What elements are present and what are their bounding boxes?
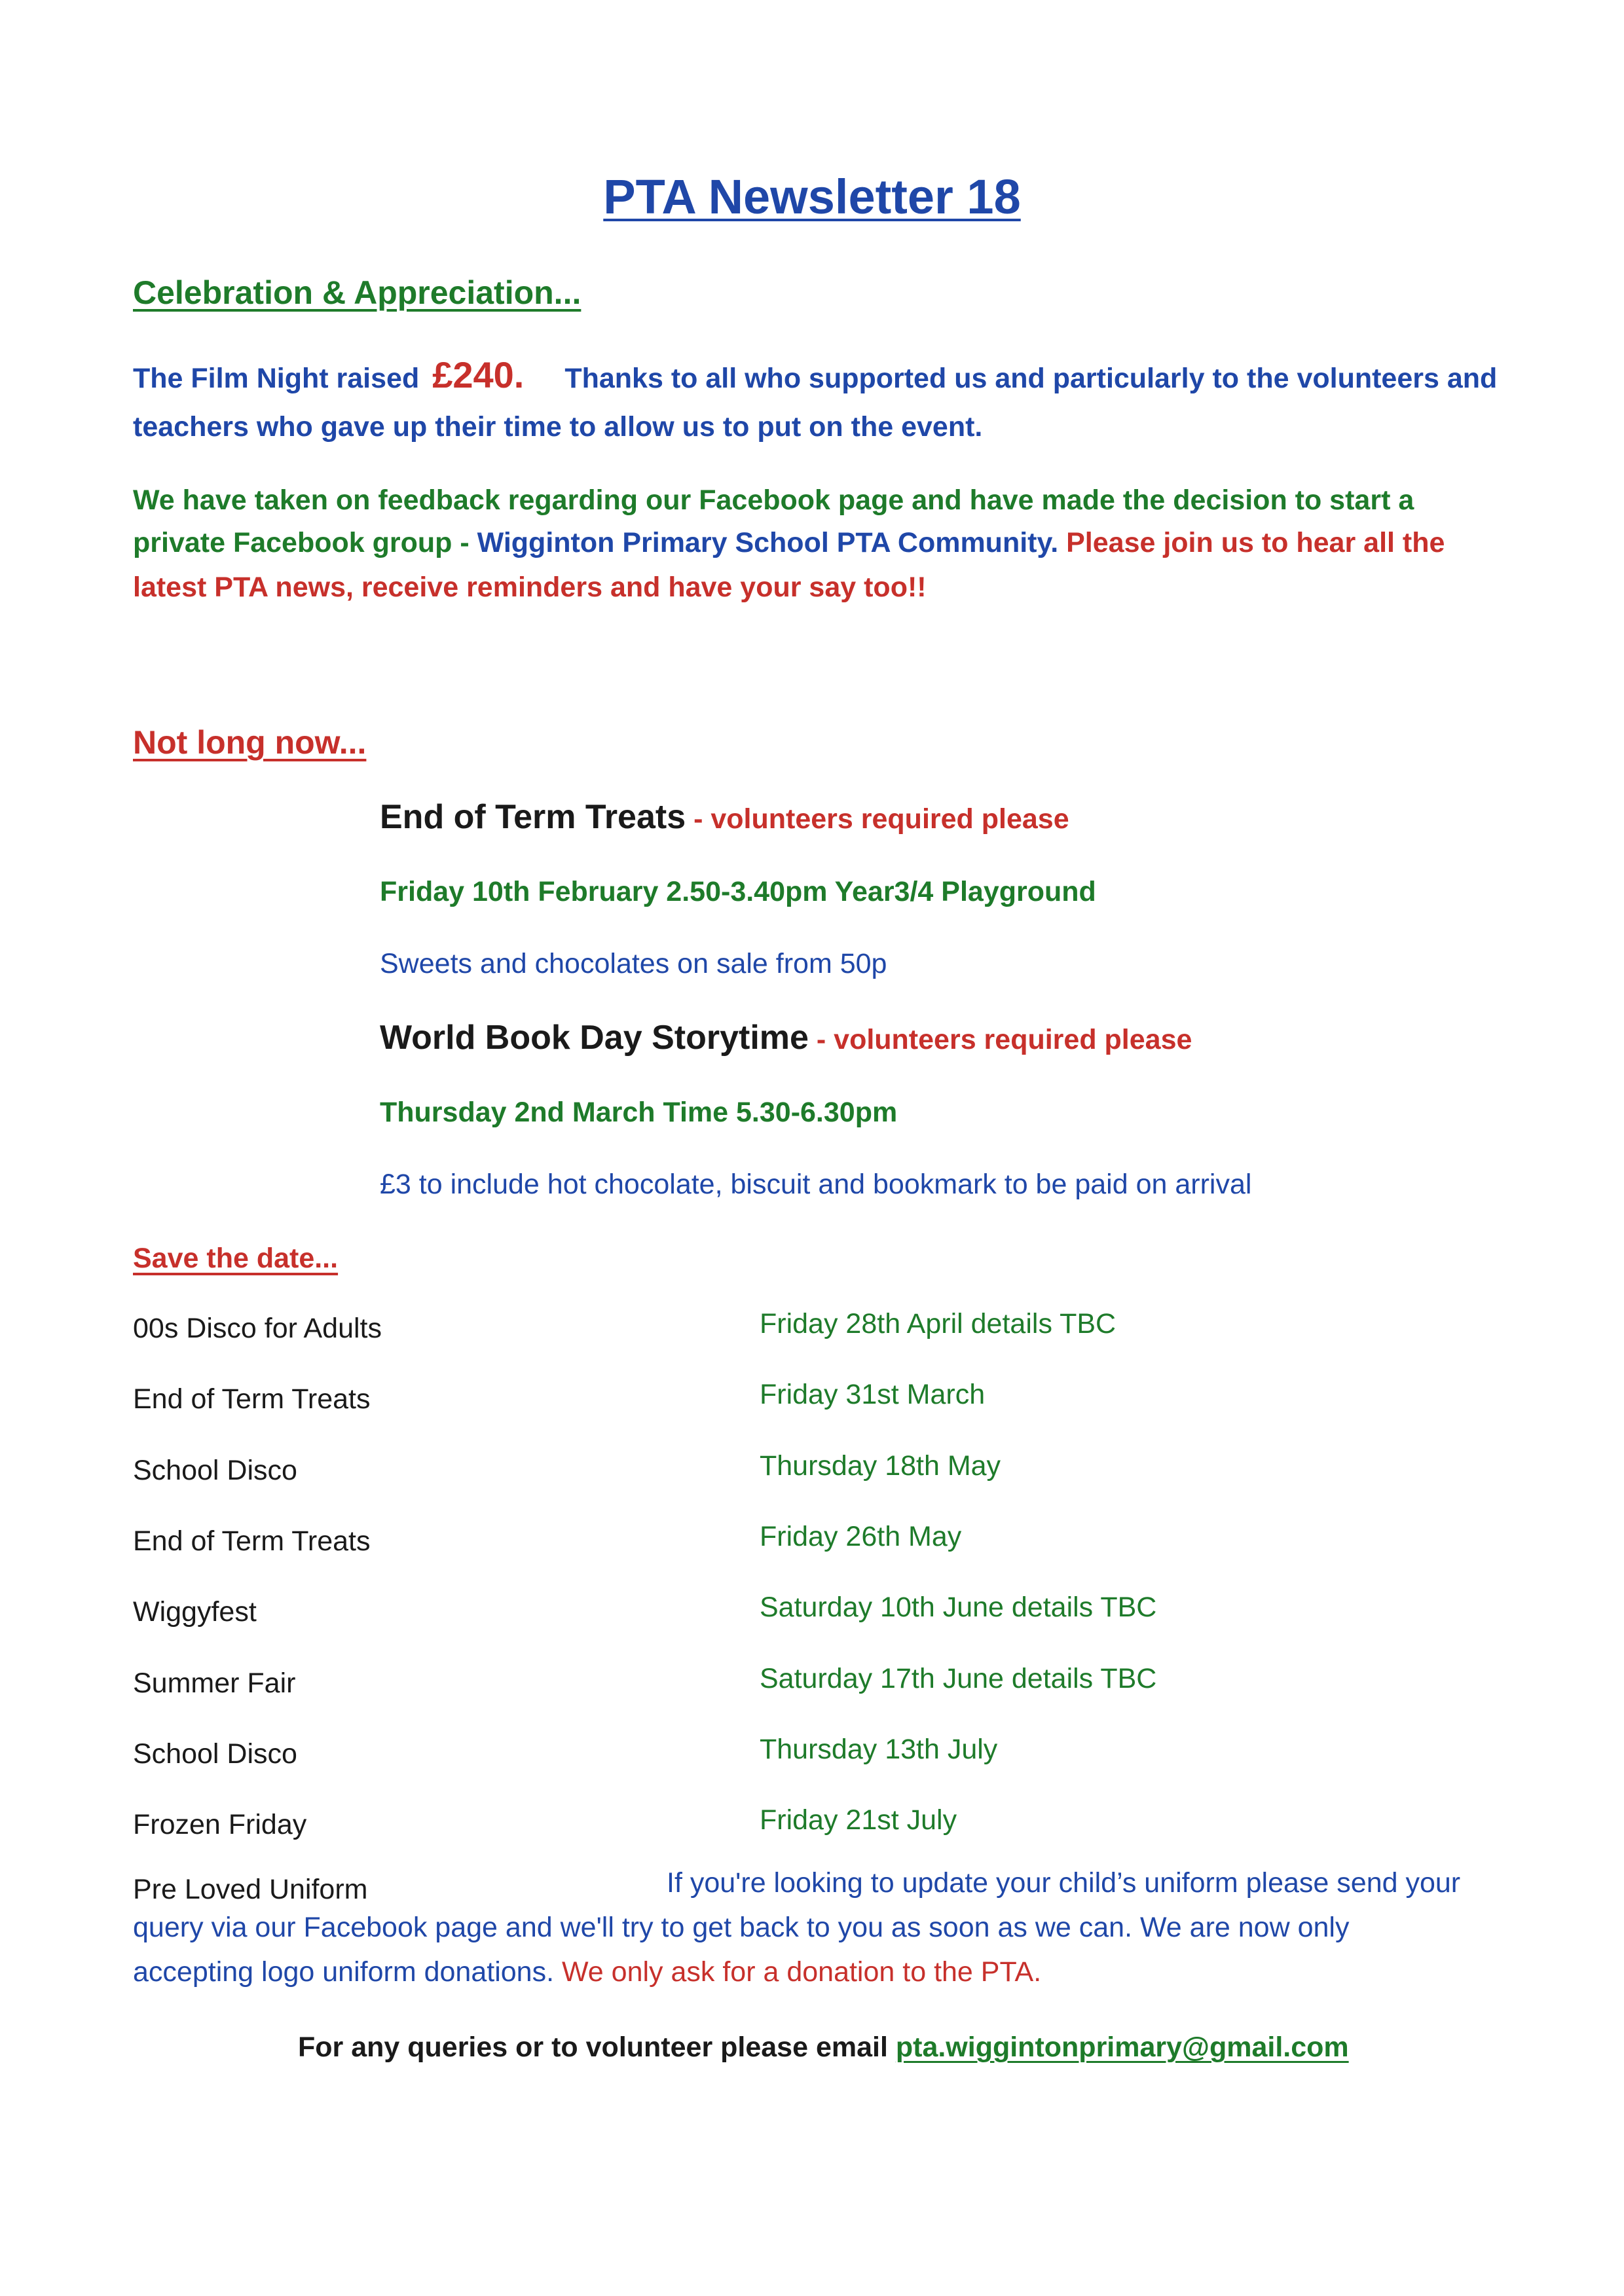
save-date-event-name: Summer Fair [133,1667,296,1699]
contact-line [298,2032,1367,2064]
event-title [380,797,1069,837]
celebration-heading: Celebration & Appreciation... [133,274,581,311]
facebook-group-name: Wigginton Primary School PTA Community [477,527,1051,558]
facebook-group-dot: . [1050,527,1059,558]
save-date-event-date: Friday 26th May [760,1521,962,1552]
event-name: End of Term Treats [380,798,686,836]
newsletter-title: PTA Newsletter 18 [603,170,1021,224]
save-date-event-date: Thursday 18th May [760,1450,1001,1482]
event-description: £3 to include hot chocolate, biscuit and bookmark to be paid on arrival [380,1169,1252,1200]
save-date-event-date: Saturday 17th June details TBC [760,1663,1157,1694]
contact-email-link[interactable]: pta.wiggintonprimary@gmail.com [895,2032,1349,2063]
event-description: Sweets and chocolates on sale from 50p [380,948,887,979]
volunteers-note: - volunteers required please [808,1024,1192,1055]
save-date-event-name: End of Term Treats [133,1525,371,1557]
facebook-join-line: latest PTA news, receive reminders and have your say too!! [133,572,927,603]
facebook-feedback-line: We have taken on feedback regarding our Facebook page and have made the decision to start a [133,484,1414,516]
uniform-text-line: query via our Facebook page and we'll try to get back to you as soon as we can. We are now only [133,1912,1350,1943]
film-night-line-2: teachers who gave up their time to allow us to put on the event. [133,411,983,443]
save-date-event-date: Thursday 13th July [760,1734,998,1765]
facebook-group-prefix: private Facebook group - [133,527,477,558]
volunteers-note: - volunteers required please [686,803,1069,835]
save-the-date-heading: Save the date... [133,1243,339,1274]
save-date-event-name: Frozen Friday [133,1809,307,1840]
event-title [380,1018,1192,1057]
not-long-now-heading: Not long now... [133,724,367,761]
save-date-event-date: Friday 28th April details TBC [760,1308,1116,1339]
pre-loved-uniform-label: Pre Loved Uniform [133,1874,368,1905]
save-date-event-name: 00s Disco for Adults [133,1313,382,1344]
facebook-join-text: Please join us to hear all the [1066,527,1445,558]
event-date: Friday 10th February 2.50-3.40pm Year3/4 Playground [380,876,1096,907]
uniform-pta-donation-note: We only ask for a donation to the PTA. [554,1956,1042,1988]
save-date-event-date: Saturday 10th June details TBC [760,1592,1157,1623]
film-night-line [133,354,1497,396]
film-night-prefix: The Film Night raised [133,363,420,394]
save-date-event-date: Friday 31st March [760,1379,986,1410]
event-name: World Book Day Storytime [380,1019,809,1057]
uniform-text-line [133,1956,1041,1988]
contact-text: For any queries or to volunteer please email [298,2032,896,2063]
facebook-group-line [133,527,1445,559]
save-date-event-name: School Disco [133,1738,297,1770]
save-date-event-name: End of Term Treats [133,1383,371,1415]
uniform-donation-text: accepting logo uniform donations. [133,1956,555,1988]
event-date: Thursday 2nd March Time 5.30-6.30pm [380,1097,898,1128]
uniform-text-line: If you're looking to update your child’s uniform please send your [667,1867,1461,1899]
film-night-thanks: Thanks to all who supported us and particularly to the volunteers and [564,363,1498,394]
save-date-event-name: School Disco [133,1455,297,1486]
save-date-event-name: Wiggyfest [133,1596,257,1628]
film-night-amount: £240. [432,354,525,395]
save-date-event-date: Friday 21st July [760,1804,957,1836]
